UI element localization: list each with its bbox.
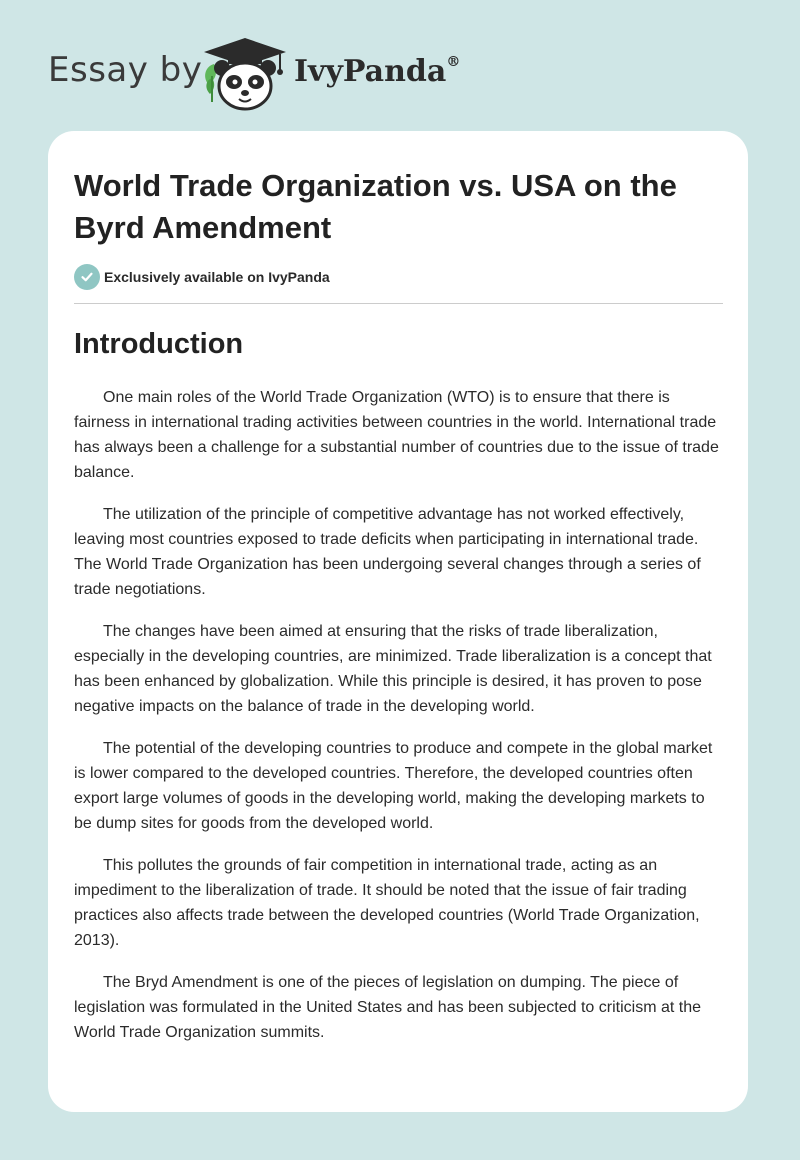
registered-mark: ® [446, 54, 461, 70]
paragraph-3: The changes have been aimed at ensuring that the risks of trade liberalization, especially in the developing countries, are minimized. Trade liberalization is a concept that has been enhanced by globalization. While this principle is desired, it has proven to pose negative impacts on the balance of trade in the developing world. [74, 623, 712, 715]
paragraph-1: One main roles of the World Trade Organization (WTO) is to ensure that there is fairness in international trading activities between countries in the world. International trade has always been a challenge for a substantial number of countries due to the issue of trade balance. [74, 389, 719, 481]
site-header [48, 30, 508, 110]
article-title: World Trade Organization vs. USA on the Byrd Amendment [74, 168, 677, 245]
section-heading: Introduction [74, 328, 244, 360]
essay-by-label: Essay by [48, 50, 203, 90]
article-body [74, 385, 726, 1062]
paragraph-2: The utilization of the principle of competitive advantage has not worked effectively, leaving most countries exposed to trade deficits when participating in international trade. The World Trade Organization has been undergoing several changes through a series of trade negotiations. [74, 506, 701, 598]
paragraph-4: The potential of the developing countries to produce and compete in the global market is lower compared to the developed countries. Therefore, the developed countries often export large volumes of goods in the developing world, making the developing markets to be dump sites for goods from the developed world. [74, 740, 713, 832]
paragraph-6: The Bryd Amendment is one of the pieces of legislation on dumping. The piece of legislation was formulated in the United States and has been subjected to criticism at the World Trade Organization summits. [74, 974, 702, 1041]
exclusive-badge [74, 264, 330, 290]
paragraph-5: This pollutes the grounds of fair competition in international trade, acting as an impediment to the liberalization of trade. It should be noted that the issue of fair trading practices also affects trade between the developed countries (World Trade Organization, 2013). [74, 857, 700, 949]
panda-logo-icon[interactable] [200, 36, 290, 112]
check-circle-icon [74, 264, 100, 290]
divider [74, 303, 723, 304]
article-card [48, 131, 748, 1112]
brand-name[interactable] [294, 54, 460, 89]
exclusive-badge-label: Exclusively available on IvyPanda [104, 269, 330, 285]
brand-wordmark: IvyPanda [294, 54, 447, 89]
